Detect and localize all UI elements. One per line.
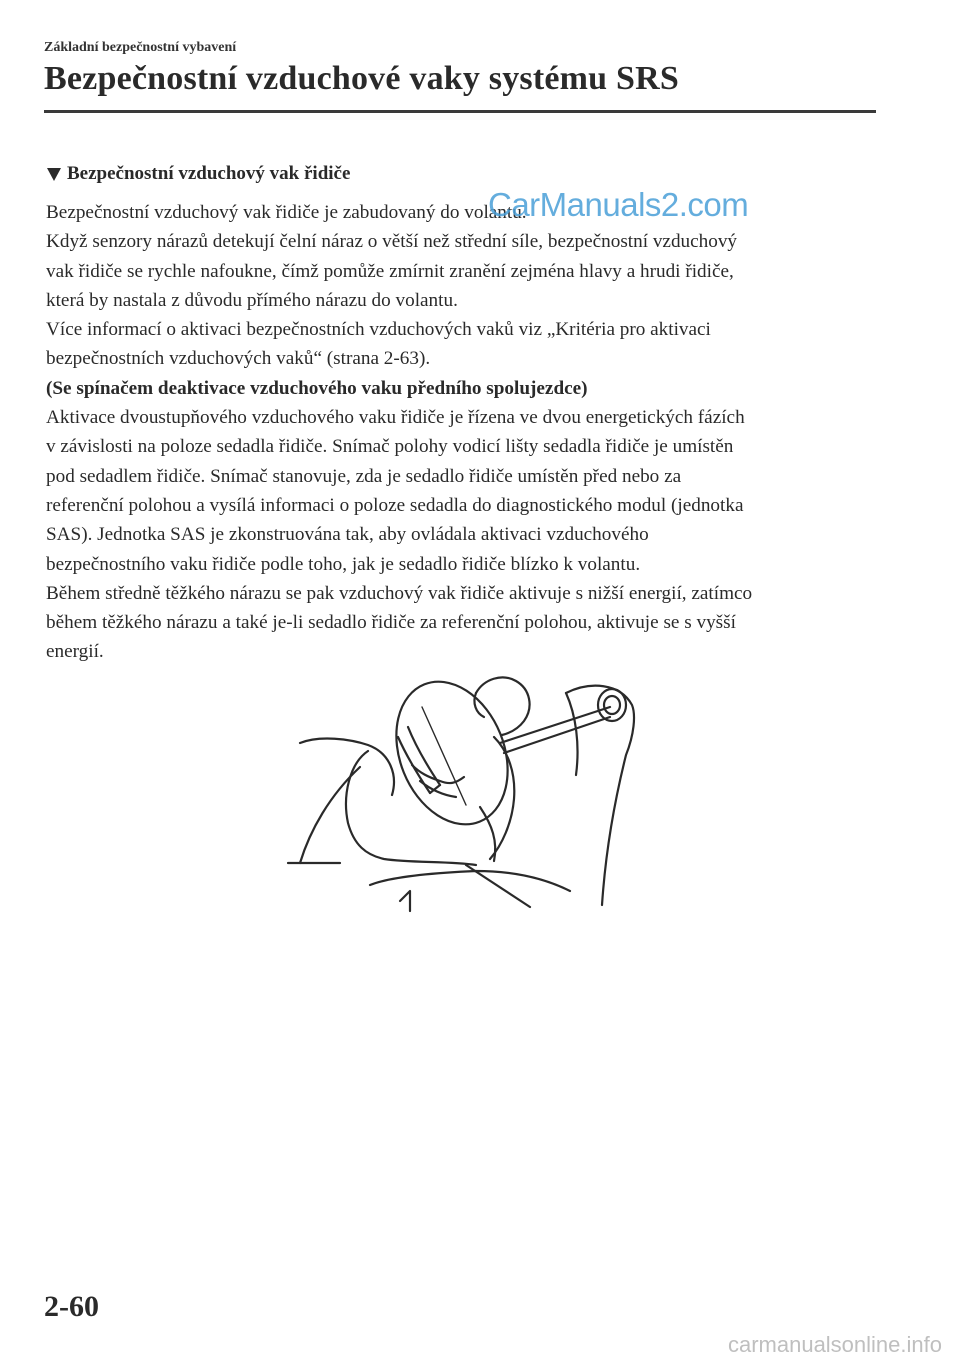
watermark-site: carmanualsonline.info (727, 1332, 942, 1357)
title-divider (44, 110, 876, 113)
body-line: která by nastala z důvodu přímého nárazu do volantu. (46, 289, 458, 311)
body-line: referenční polohou a vysílá informaci o poloze sedadla do diagnostického modul (jednotka (46, 494, 744, 516)
body-line: pod sedadlem řidiče. Snímač stanovuje, zda je sedadlo řidiče umístěn před nebo za (46, 465, 682, 487)
body-line: Během středně těžkého nárazu se pak vzduchový vak řidiče aktivuje s nižší energií, zatímco (46, 582, 753, 604)
subheading: (Se spínačem deaktivace vzduchového vaku předního spolujezdce) (46, 377, 588, 399)
body-line: Když senzory nárazů detekují čelní náraz o větší než střední síle, bezpečnostní vzduchový (46, 231, 738, 253)
body-line: SAS). Jednotka SAS je zkonstruována tak, aby ovládala aktivaci vzduchového (46, 524, 649, 546)
breadcrumb: Základní bezpečnostní vybavení (44, 40, 237, 55)
airbag-illustration (280, 655, 640, 915)
body-line: Více informací o aktivaci bezpečnostních vzduchových vaků viz „Kritéria pro aktivaci (46, 319, 711, 341)
body-line: Bezpečnostní vzduchový vak řidiče je zabudovaný do volantu. (46, 202, 527, 223)
watermark-logo: CarManuals2.com (488, 186, 749, 223)
page-title: Bezpečnostní vzduchové vaky systému SRS (44, 60, 679, 97)
body-line: v závislosti na poloze sedadla řidiče. Snímač polohy vodicí lišty sedadla řidiče je umístěn (46, 436, 734, 458)
body-line: bezpečnostních vzduchových vaků“ (strana 2-63). (46, 348, 431, 370)
section-heading (46, 163, 876, 185)
body-line: během těžkého nárazu a také je-li sedadlo řidiče za referenční polohou, aktivuje se s vyšší (46, 612, 736, 634)
driver-airbag-section (46, 163, 876, 667)
body-line: bezpečnostního vaku řidiče podle toho, jak je sedadlo řidiče blízko k volantu. (46, 553, 641, 575)
body-line: vak řidiče se rychle nafoukne, čímž pomůže zmírnit zranění zejména hlavy a hrudi řidiče, (46, 260, 734, 282)
page-number: 2-60 (44, 1290, 99, 1323)
section-heading-text: Bezpečnostní vzduchový vak řidiče (67, 163, 351, 184)
body-line: energií. (46, 641, 104, 663)
triangle-down-icon (47, 168, 61, 181)
body-line: Aktivace dvoustupňového vzduchového vaku řidiče je řízena ve dvou energetických fázích (46, 407, 745, 429)
